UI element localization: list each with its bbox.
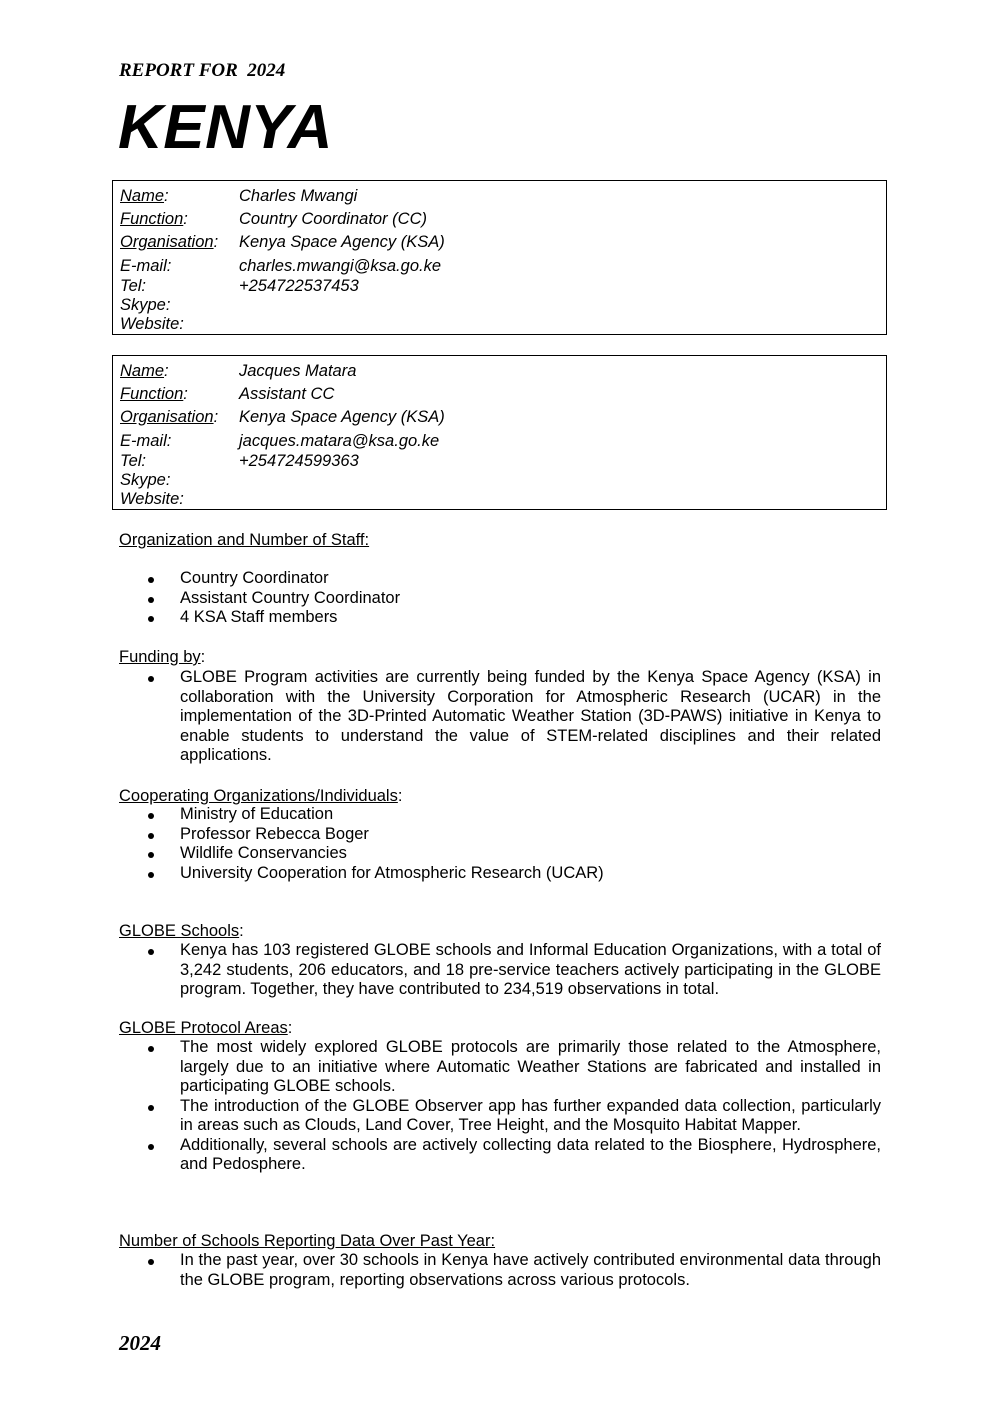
list-item: Additionally, several schools are actively collecting data related to the Biosphere, Hydrosphere, and Pedosphere. <box>119 1136 881 1175</box>
bullet-icon <box>148 872 154 878</box>
bullet-icon <box>148 616 154 622</box>
list-item: In the past year, over 30 schools in Kenya have actively contributed environmental data through the GLOBE program, reporting observations across various protocols. <box>119 1251 881 1290</box>
footer-year: 2024 <box>119 1331 161 1355</box>
bullet-icon <box>148 597 154 603</box>
name-label: Name: <box>120 362 169 380</box>
function-label: Function: <box>120 210 188 228</box>
website-label: Website: <box>120 315 184 333</box>
reporting-heading: Number of Schools Reporting Data Over Past Year: <box>119 1232 496 1250</box>
bullet-icon <box>148 577 154 583</box>
list-item: Ministry of Education <box>119 805 881 825</box>
schools-heading: GLOBE Schools: <box>119 922 244 940</box>
bullet-icon <box>148 1259 154 1265</box>
report-for-line: REPORT FOR 2024 <box>119 60 286 81</box>
contact-organisation: Kenya Space Agency (KSA) <box>239 233 445 251</box>
staff-list <box>119 569 881 628</box>
country-title: KENYA <box>118 93 333 162</box>
function-label: Function: <box>120 385 188 403</box>
list-item: Professor Rebecca Boger <box>119 825 881 845</box>
bullet-icon <box>148 949 154 955</box>
list-item: University Cooperation for Atmospheric Research (UCAR) <box>119 864 881 884</box>
contact-function: Country Coordinator (CC) <box>239 210 427 228</box>
bullet-icon <box>148 852 154 858</box>
cooperating-list <box>119 805 881 883</box>
email-label: E-mail: <box>120 257 172 275</box>
list-item: Kenya has 103 registered GLOBE schools and Informal Education Organizations, with a total of 3,242 students, 206 educators, and 18 pre-service teachers actively participating in the GLOBE program. Together, they have contributed to 234,519 observations in total. <box>119 941 881 1000</box>
contact-tel: +254724599363 <box>239 452 359 470</box>
reporting-list <box>119 1251 881 1290</box>
bullet-icon <box>148 1046 154 1052</box>
contact-name: Charles Mwangi <box>239 187 358 205</box>
bullet-icon <box>148 813 154 819</box>
staff-heading: Organization and Number of Staff: <box>119 531 370 549</box>
contact-name: Jacques Matara <box>239 362 357 380</box>
tel-label: Tel: <box>120 452 146 470</box>
protocols-list <box>119 1038 881 1175</box>
list-item: The introduction of the GLOBE Observer app has further expanded data collection, particularly in areas such as Clouds, Land Cover, Tree Height, and the Mosquito Habitat Mapper. <box>119 1097 881 1136</box>
website-label: Website: <box>120 490 184 508</box>
schools-list <box>119 941 881 1000</box>
list-item: Assistant Country Coordinator <box>119 589 881 609</box>
contact-tel: +254722537453 <box>239 277 359 295</box>
contact-card-assistant <box>112 355 887 510</box>
list-item: The most widely explored GLOBE protocols are primarily those related to the Atmosphere, largely due to an initiative where Automatic Weather Stations are fabricated and installed in participating GLOBE schools. <box>119 1038 881 1097</box>
bullet-icon <box>148 676 154 682</box>
list-item: GLOBE Program activities are currently being funded by the Kenya Space Agency (KSA) in collaboration with the University Corporation for Atmospheric Research (UCAR) in the implementation of the 3D-Printed Automatic Weather Station (3D-PAWS) initiative in Kenya to enable students to understand the value of STEM-related disciplines and their related applications. <box>119 668 881 766</box>
organisation-label: Organisation: <box>120 233 219 251</box>
cooperating-heading: Cooperating Organizations/Individuals: <box>119 787 403 805</box>
list-item: Wildlife Conservancies <box>119 844 881 864</box>
list-item: Country Coordinator <box>119 569 881 589</box>
contact-email: charles.mwangi@ksa.go.ke <box>239 257 442 275</box>
organisation-label: Organisation: <box>120 408 219 426</box>
bullet-icon <box>148 833 154 839</box>
skype-label: Skype: <box>120 471 171 489</box>
list-item: 4 KSA Staff members <box>119 608 881 628</box>
contact-function: Assistant CC <box>239 385 335 403</box>
funding-list <box>119 668 881 766</box>
skype-label: Skype: <box>120 296 171 314</box>
contact-organisation: Kenya Space Agency (KSA) <box>239 408 445 426</box>
funding-heading: Funding by: <box>119 648 206 666</box>
name-label: Name: <box>120 187 169 205</box>
bullet-icon <box>148 1144 154 1150</box>
contact-email: jacques.matara@ksa.go.ke <box>239 432 440 450</box>
tel-label: Tel: <box>120 277 146 295</box>
protocols-heading: GLOBE Protocol Areas: <box>119 1019 293 1037</box>
email-label: E-mail: <box>120 432 172 450</box>
bullet-icon <box>148 1105 154 1111</box>
contact-card-coordinator <box>112 180 887 335</box>
